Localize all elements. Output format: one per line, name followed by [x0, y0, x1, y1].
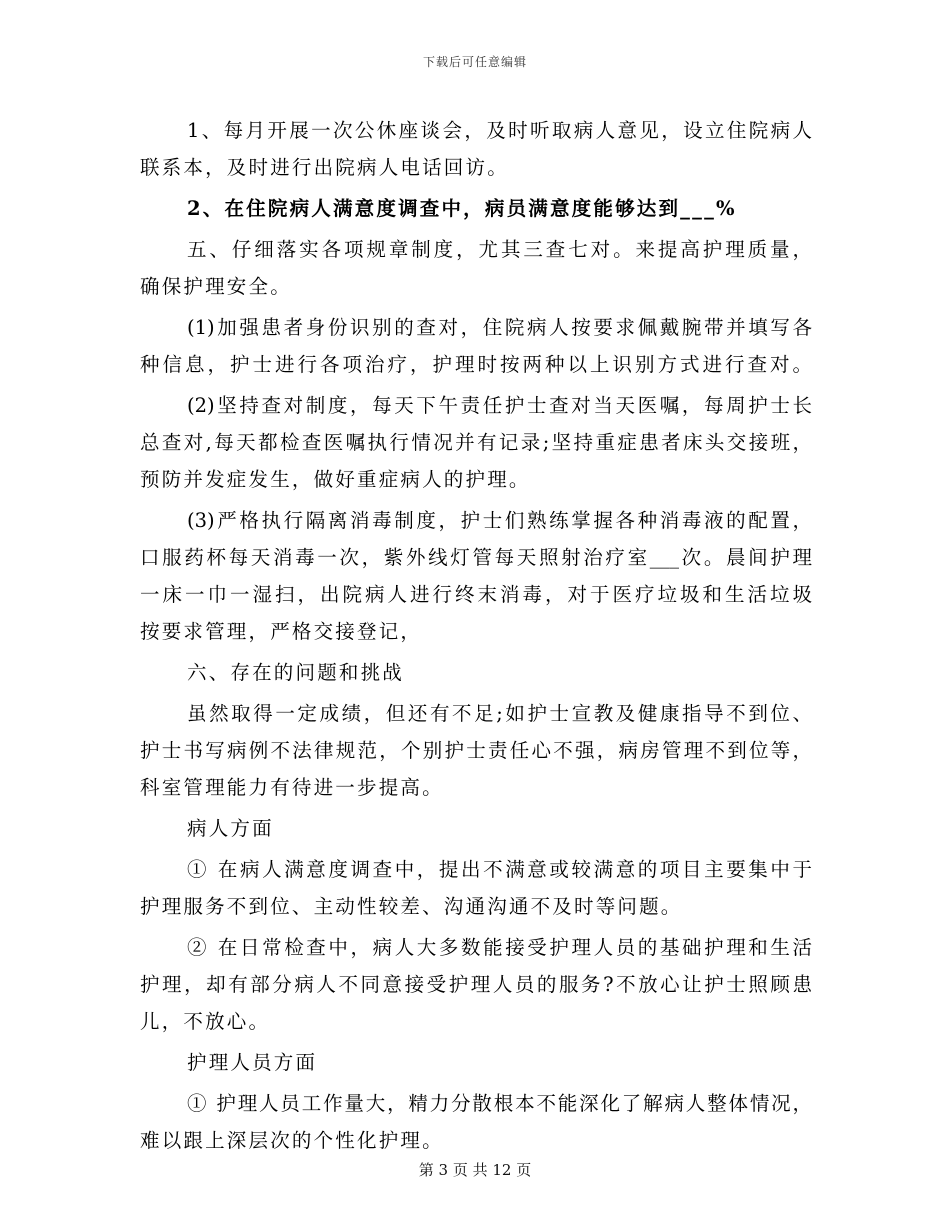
text-line: 联系本，及时进行出院病人电话回访。 — [140, 156, 509, 179]
text-line: 科室管理能力有待进一步提高。 — [140, 776, 444, 799]
text-line: 口服药杯每天消毒一次，紫外线灯管每天照射治疗室___次。晨间护理 — [140, 546, 812, 569]
text-line: (2)坚持查对制度，每天下午责任护士查对当天医嘱，每周护士长 — [187, 394, 812, 417]
text-line: 种信息，护士进行各项治疗，护理时按两种以上识别方式进行查对。 — [140, 353, 812, 376]
text-line: 确保护理安全。 — [140, 275, 292, 298]
paragraph-daily-inspection — [140, 929, 812, 1040]
text-line: ① 在病人满意度调查中，提出不满意或较满意的项目主要集中于 — [187, 858, 812, 881]
paragraph-monthly-meeting — [140, 112, 812, 186]
text-line: 护理，却有部分病人不同意接受护理人员的服务?不放心让护士照顾患 — [140, 973, 812, 996]
text-line: 五、仔细落实各项规章制度，尤其三查七对。来提高护理质量， — [187, 238, 812, 261]
text-line: 护理人员方面 — [187, 1051, 318, 1074]
paragraph-section-five — [140, 231, 812, 305]
page-header-note: 下载后可任意编辑 — [422, 55, 527, 69]
document-body — [140, 112, 812, 1159]
text-line: 护士书写病例不法律规范，个别护士责任心不强，病房管理不到位等， — [140, 739, 812, 762]
subheading-patients — [140, 810, 812, 847]
text-line: 一床一巾一湿扫，出院病人进行终末消毒，对于医疗垃圾和生活垃圾 — [140, 583, 812, 606]
text-line: 儿，不放心。 — [140, 1010, 271, 1033]
paragraph-identity-check — [140, 309, 812, 383]
text-line: 六、存在的问题和挑战 — [187, 661, 405, 684]
text-line: 病人方面 — [187, 817, 274, 840]
text-line: 1、每月开展一次公休座谈会，及时听取病人意见，设立住院病人 — [187, 119, 812, 142]
text-line: 护理服务不到位、主动性较差、沟通沟通不及时等问题。 — [140, 895, 683, 918]
paragraph-satisfaction-rate — [140, 190, 812, 227]
text-line: 预防并发症发生，做好重症病人的护理。 — [140, 468, 531, 491]
paragraph-patient-survey — [140, 851, 812, 925]
page-number-footer: 第 3 页 共 12 页 — [418, 1161, 532, 1179]
paragraph-shortcomings — [140, 695, 812, 806]
text-line: ① 护理人员工作量大，精力分散根本不能深化了解病人整体情况， — [187, 1092, 812, 1115]
text-line: (3)严格执行隔离消毒制度，护士们熟练掌握各种消毒液的配置， — [187, 509, 812, 532]
text-line: 虽然取得一定成绩，但还有不足;如护士宣教及健康指导不到位、 — [187, 702, 812, 725]
paragraph-workload — [140, 1085, 812, 1159]
subheading-nursing-staff — [140, 1044, 812, 1081]
text-line: 按要求管理，严格交接登记， — [140, 620, 423, 643]
text-line: ② 在日常检查中，病人大多数能接受护理人员的基础护理和生活 — [187, 936, 812, 959]
paragraph-disinfection — [140, 502, 812, 650]
text-line: 2、在住院病人满意度调查中，病员满意度能够达到___% — [187, 197, 737, 220]
text-line: (1)加强患者身份识别的查对，住院病人按要求佩戴腕带并填写各 — [187, 316, 812, 339]
paragraph-check-system — [140, 387, 812, 498]
text-line: 难以跟上深层次的个性化护理。 — [140, 1129, 444, 1152]
section-heading-six — [140, 654, 812, 691]
text-line: 总查对,每天都检查医嘱执行情况并有记录;坚持重症患者床头交接班， — [140, 431, 812, 454]
